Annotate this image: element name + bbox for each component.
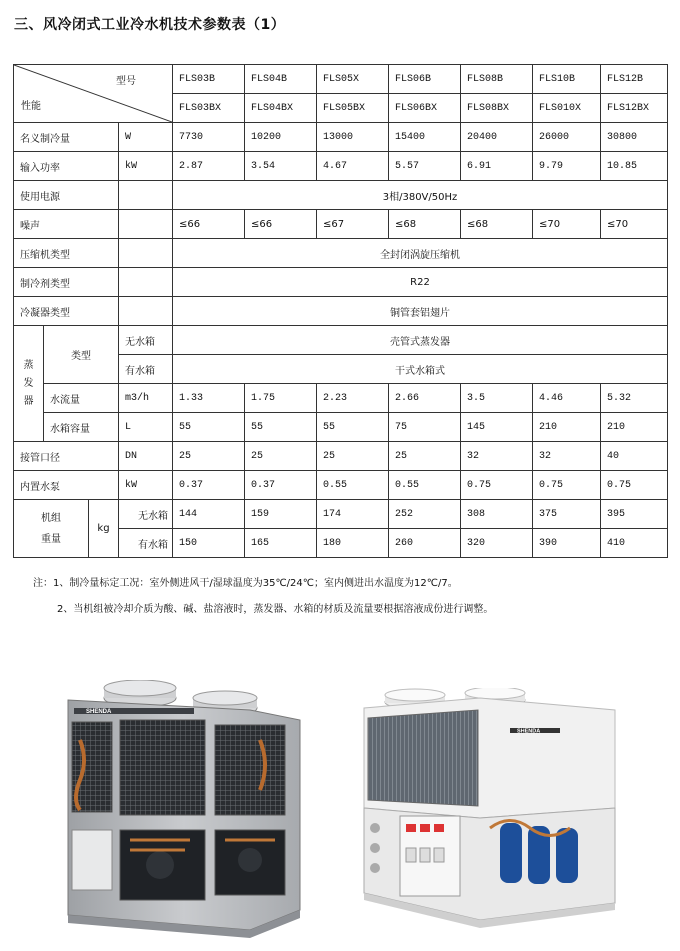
cell: 55 <box>173 413 245 442</box>
brand-left: SHENDA <box>86 709 112 715</box>
cell: 0.37 <box>173 471 245 500</box>
weight-tank-label: 有水箱 <box>119 529 173 558</box>
cell: 210 <box>533 413 601 442</box>
cell: 4.67 <box>317 152 389 181</box>
row-evap-capacity <box>14 413 668 442</box>
page-title: 三、风冷闭式工业冷水机技术参数表（1） <box>14 17 286 33</box>
cell: 0.55 <box>389 471 461 500</box>
row-unit: kW <box>119 471 173 500</box>
cell: ≤70 <box>533 210 601 239</box>
cell: 32 <box>533 442 601 471</box>
model-label: 型号 <box>116 76 136 87</box>
cell: 9.79 <box>533 152 601 181</box>
cell: 2.66 <box>389 384 461 413</box>
row-label: 制冷剂类型 <box>14 268 119 297</box>
evap-no-tank-label: 无水箱 <box>119 326 173 355</box>
cell: 390 <box>533 529 601 558</box>
cell: ≤67 <box>317 210 389 239</box>
cell: 40 <box>601 442 668 471</box>
cell: 320 <box>461 529 533 558</box>
cell: 15400 <box>389 123 461 152</box>
row-refrigerant <box>14 268 668 297</box>
cell: 150 <box>173 529 245 558</box>
cell: 3.5 <box>461 384 533 413</box>
weight-no-tank-label: 无水箱 <box>119 500 173 529</box>
brand-right: SHENDA <box>517 728 541 735</box>
model-top: FLS06B <box>389 65 461 94</box>
model-top: FLS04B <box>245 65 317 94</box>
row-evap-no-tank <box>14 326 668 355</box>
row-label: 冷凝器类型 <box>14 297 119 326</box>
row-label: 名义制冷量 <box>14 123 119 152</box>
cell: 5.57 <box>389 152 461 181</box>
chiller-photo-gray <box>60 680 310 940</box>
cell: 75 <box>389 413 461 442</box>
row-condenser <box>14 297 668 326</box>
weight-label-b: 重量 <box>41 533 61 545</box>
row-pump <box>14 471 668 500</box>
merged-cell: 干式水箱式 <box>173 355 668 384</box>
evaporator-label <box>14 326 44 442</box>
row-label: 水流量 <box>44 384 119 413</box>
row-evap-flow <box>14 384 668 413</box>
cell: 180 <box>317 529 389 558</box>
weight-unit: kg <box>89 500 119 558</box>
row-label: 内置水泵 <box>14 471 119 500</box>
cell: 4.46 <box>533 384 601 413</box>
evap-tank-label: 有水箱 <box>119 355 173 384</box>
model-top: FLS05X <box>317 65 389 94</box>
row-unit <box>119 181 173 210</box>
row-label: 压缩机类型 <box>14 239 119 268</box>
cell: 7730 <box>173 123 245 152</box>
row-label: 噪声 <box>14 210 119 239</box>
cell: 0.75 <box>533 471 601 500</box>
row-compressor <box>14 239 668 268</box>
cell: 32 <box>461 442 533 471</box>
merged-cell: 3相/380V/50Hz <box>173 181 668 210</box>
cell: 410 <box>601 529 668 558</box>
row-label: 水箱容量 <box>44 413 119 442</box>
cell: 6.91 <box>461 152 533 181</box>
cell: 25 <box>173 442 245 471</box>
cell: 165 <box>245 529 317 558</box>
row-unit <box>119 239 173 268</box>
row-pipe <box>14 442 668 471</box>
merged-cell: 铜管套铝翅片 <box>173 297 668 326</box>
note-1: 注：1、制冷量标定工况：室外侧进风干/湿球温度为35℃/24℃；室内侧进出水温度为12℃/7。 <box>33 578 458 589</box>
cell: 25 <box>389 442 461 471</box>
model-top: FLS12B <box>601 65 668 94</box>
cell: 144 <box>173 500 245 529</box>
cell: 308 <box>461 500 533 529</box>
cell: ≤66 <box>245 210 317 239</box>
row-power <box>14 152 668 181</box>
cell: 5.32 <box>601 384 668 413</box>
cell: 55 <box>245 413 317 442</box>
row-unit: kW <box>119 152 173 181</box>
evap-type-label: 类型 <box>44 326 119 384</box>
cell: 252 <box>389 500 461 529</box>
row-cooling <box>14 123 668 152</box>
model-top: FLS03B <box>173 65 245 94</box>
notes <box>33 571 493 623</box>
cell: 0.75 <box>601 471 668 500</box>
row-weight-no-tank <box>14 500 668 529</box>
row-label: 使用电源 <box>14 181 119 210</box>
model-bottom: FLS06BX <box>389 94 461 123</box>
spec-table <box>13 64 668 558</box>
cell: 55 <box>317 413 389 442</box>
row-unit: m3/h <box>119 384 173 413</box>
model-bottom: FLS12BX <box>601 94 668 123</box>
evaporator-text: 蒸发器 <box>23 359 34 407</box>
cell: 10200 <box>245 123 317 152</box>
header-corner-cell <box>14 65 173 123</box>
cell: 159 <box>245 500 317 529</box>
row-noise <box>14 210 668 239</box>
model-bottom: FLS08BX <box>461 94 533 123</box>
cell: 20400 <box>461 123 533 152</box>
cell: 145 <box>461 413 533 442</box>
chiller-photo-white <box>360 688 620 938</box>
cell: 1.75 <box>245 384 317 413</box>
row-label: 输入功率 <box>14 152 119 181</box>
model-bottom: FLS010X <box>533 94 601 123</box>
cell: 2.87 <box>173 152 245 181</box>
model-bottom: FLS03BX <box>173 94 245 123</box>
row-unit: W <box>119 123 173 152</box>
row-unit <box>119 268 173 297</box>
row-label: 接管口径 <box>14 442 119 471</box>
cell: ≤66 <box>173 210 245 239</box>
weight-label-a: 机组 <box>41 512 61 524</box>
model-top: FLS10B <box>533 65 601 94</box>
merged-cell: R22 <box>173 268 668 297</box>
cell: 0.37 <box>245 471 317 500</box>
cell: 2.23 <box>317 384 389 413</box>
cell: 375 <box>533 500 601 529</box>
merged-cell: 全封闭涡旋压缩机 <box>173 239 668 268</box>
cell: ≤68 <box>389 210 461 239</box>
cell: 26000 <box>533 123 601 152</box>
cell: 174 <box>317 500 389 529</box>
cell: 13000 <box>317 123 389 152</box>
cell: ≤70 <box>601 210 668 239</box>
cell: 395 <box>601 500 668 529</box>
cell: 3.54 <box>245 152 317 181</box>
row-unit: L <box>119 413 173 442</box>
perf-label: 性能 <box>21 101 41 112</box>
cell: 260 <box>389 529 461 558</box>
cell: 25 <box>245 442 317 471</box>
model-bottom: FLS04BX <box>245 94 317 123</box>
header-row-top <box>14 65 668 94</box>
weight-label <box>14 500 89 558</box>
row-unit <box>119 210 173 239</box>
cell: ≤68 <box>461 210 533 239</box>
cell: 210 <box>601 413 668 442</box>
cell: 1.33 <box>173 384 245 413</box>
row-unit: DN <box>119 442 173 471</box>
cell: 30800 <box>601 123 668 152</box>
model-top: FLS08B <box>461 65 533 94</box>
note-2: 2、当机组被冷却介质为酸、碱、盐溶液时，蒸发器、水箱的材质及流量要根据溶液成份进行调整。 <box>57 604 494 615</box>
cell: 10.85 <box>601 152 668 181</box>
model-bottom: FLS05BX <box>317 94 389 123</box>
cell: 0.55 <box>317 471 389 500</box>
cell: 25 <box>317 442 389 471</box>
diagonal-line <box>14 65 172 122</box>
cell: 0.75 <box>461 471 533 500</box>
row-supply <box>14 181 668 210</box>
merged-cell: 壳管式蒸发器 <box>173 326 668 355</box>
row-unit <box>119 297 173 326</box>
